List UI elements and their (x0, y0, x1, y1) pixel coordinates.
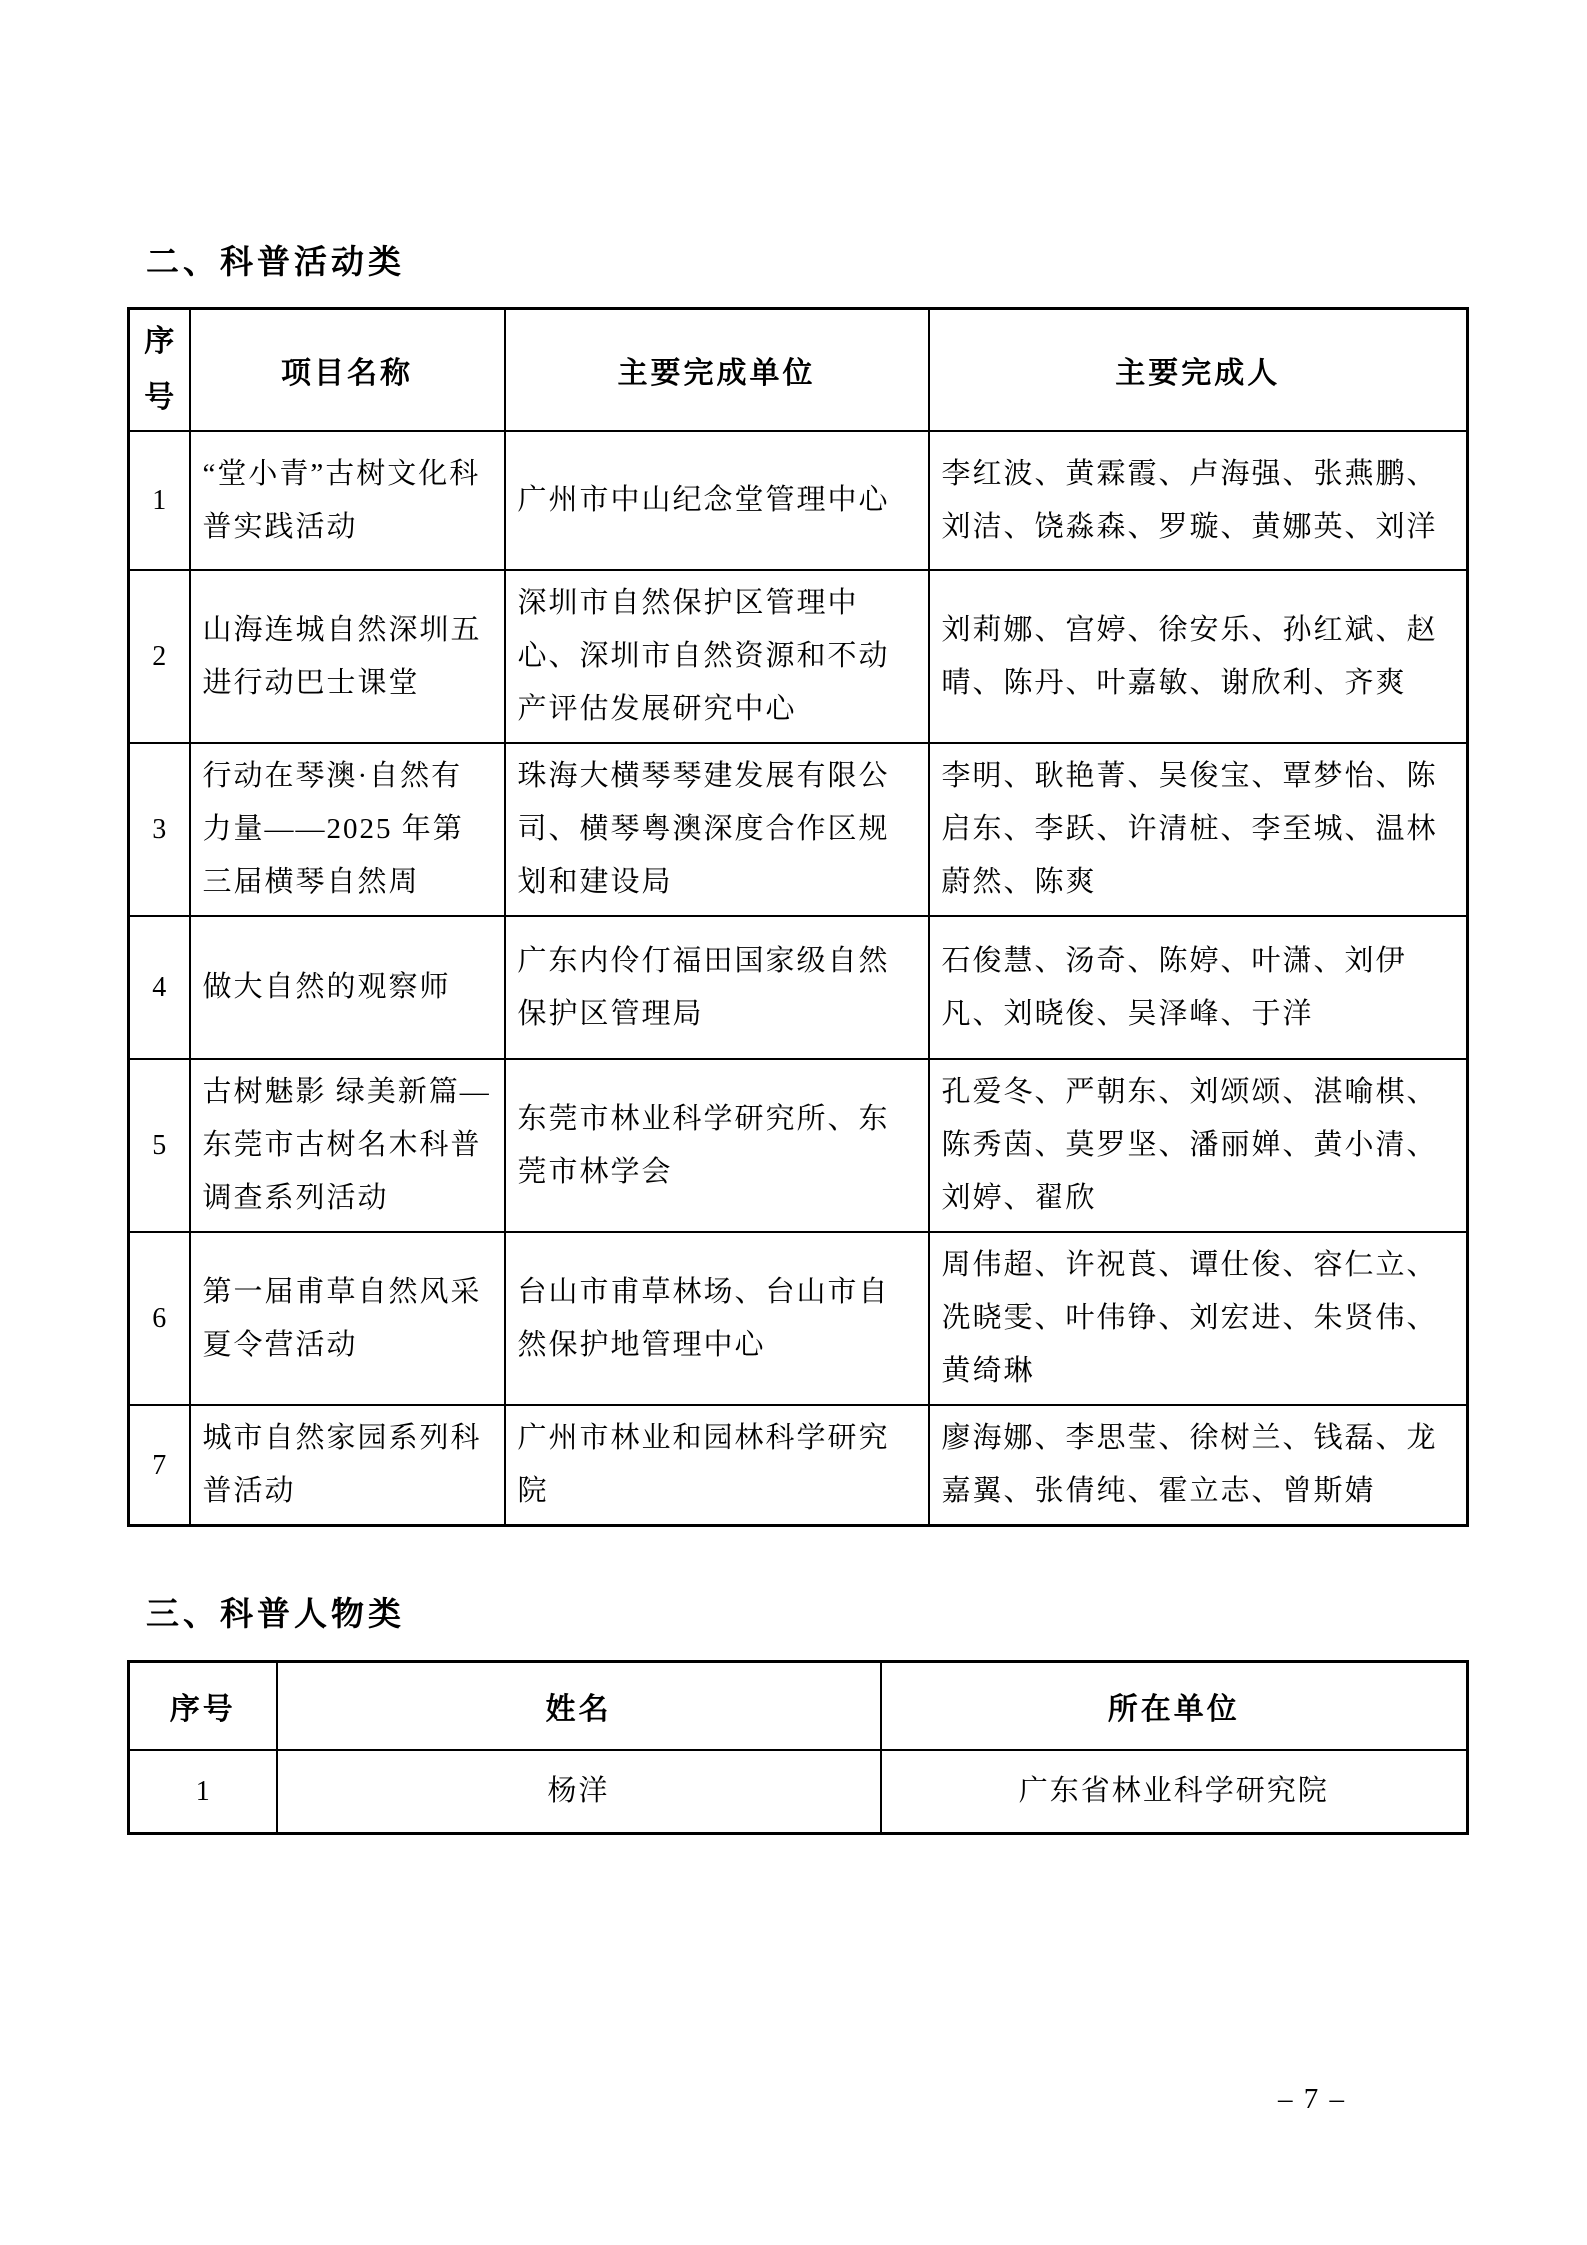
cell-project: 做大自然的观察师 (190, 916, 505, 1059)
cell-project: 行动在琴澳·自然有力量——2025 年第三届横琴自然周 (190, 743, 505, 916)
cell-seq: 6 (129, 1232, 190, 1405)
col-header-seq: 序号 (129, 1662, 277, 1750)
activities-header-row (129, 309, 1468, 432)
col-header-seq (129, 309, 190, 432)
cell-people: 李明、耿艳菁、吴俊宝、覃梦怡、陈启东、李跃、许清桩、李至城、温林蔚然、陈爽 (929, 743, 1468, 916)
cell-people: 李红波、黄霖霞、卢海强、张燕鹏、刘洁、饶淼森、罗璇、黄娜英、刘洋 (929, 431, 1468, 570)
table-row (129, 431, 1468, 570)
cell-project: 第一届甫草自然风采夏令营活动 (190, 1232, 505, 1405)
cell-unit: 东莞市林业科学研究所、东莞市林学会 (505, 1059, 929, 1232)
people-table (127, 1660, 1469, 1835)
cell-unit: 广州市中山纪念堂管理中心 (505, 431, 929, 570)
col-header-name: 姓名 (277, 1662, 881, 1750)
col-header-project: 项目名称 (190, 309, 505, 432)
col-header-workunit: 所在单位 (881, 1662, 1468, 1750)
cell-seq: 1 (129, 431, 190, 570)
cell-project: 山海连城自然深圳五进行动巴士课堂 (190, 570, 505, 743)
cell-people: 刘莉娜、宫婷、徐安乐、孙红斌、赵晴、陈丹、叶嘉敏、谢欣利、齐爽 (929, 570, 1468, 743)
cell-project: “堂小青”古树文化科普实践活动 (190, 431, 505, 570)
cell-people: 孔爱冬、严朝东、刘颂颂、湛喻棋、陈秀茵、莫罗坚、潘丽婵、黄小清、刘婷、翟欣 (929, 1059, 1468, 1232)
activities-table (127, 307, 1469, 1527)
cell-people: 廖海娜、李思莹、徐树兰、钱磊、龙嘉翼、张倩纯、霍立志、曾斯婧 (929, 1405, 1468, 1526)
page-number: – 7 – (1278, 2083, 1346, 2115)
cell-seq: 3 (129, 743, 190, 916)
table-row (129, 1232, 1468, 1405)
col-header-unit: 主要完成单位 (505, 309, 929, 432)
table-row (129, 1405, 1468, 1526)
cell-people: 周伟超、许祝莨、谭仕俊、容仁立、冼晓雯、叶伟铮、刘宏进、朱贤伟、黄绮琳 (929, 1232, 1468, 1405)
table-row (129, 570, 1468, 743)
cell-unit: 深圳市自然保护区管理中心、深圳市自然资源和不动产评估发展研究中心 (505, 570, 929, 743)
cell-unit: 珠海大横琴琴建发展有限公司、横琴粤澳深度合作区规划和建设局 (505, 743, 929, 916)
cell-seq: 1 (129, 1750, 277, 1834)
people-header-row (129, 1662, 1468, 1750)
col-header-people: 主要完成人 (929, 309, 1468, 432)
cell-unit: 广东内伶仃福田国家级自然保护区管理局 (505, 916, 929, 1059)
section-heading-activities: 二、科普活动类 (146, 243, 405, 280)
cell-seq: 5 (129, 1059, 190, 1232)
table-row (129, 1059, 1468, 1232)
cell-seq: 2 (129, 570, 190, 743)
cell-project: 古树魅影 绿美新篇—东莞市古树名木科普调查系列活动 (190, 1059, 505, 1232)
cell-project: 城市自然家园系列科普活动 (190, 1405, 505, 1526)
cell-unit: 台山市甫草林场、台山市自然保护地管理中心 (505, 1232, 929, 1405)
cell-people: 石俊慧、汤奇、陈婷、叶潇、刘伊凡、刘晓俊、吴泽峰、于洋 (929, 916, 1468, 1059)
col-header-seq-label: 序号 (144, 325, 175, 414)
table-row (129, 916, 1468, 1059)
cell-seq: 4 (129, 916, 190, 1059)
cell-seq: 7 (129, 1405, 190, 1526)
section-heading-people: 三、科普人物类 (146, 1595, 405, 1632)
cell-unit: 广州市林业和园林科学研究院 (505, 1405, 929, 1526)
table-row (129, 743, 1468, 916)
cell-workunit: 广东省林业科学研究院 (881, 1750, 1468, 1834)
table-row (129, 1750, 1468, 1834)
cell-name: 杨洋 (277, 1750, 881, 1834)
